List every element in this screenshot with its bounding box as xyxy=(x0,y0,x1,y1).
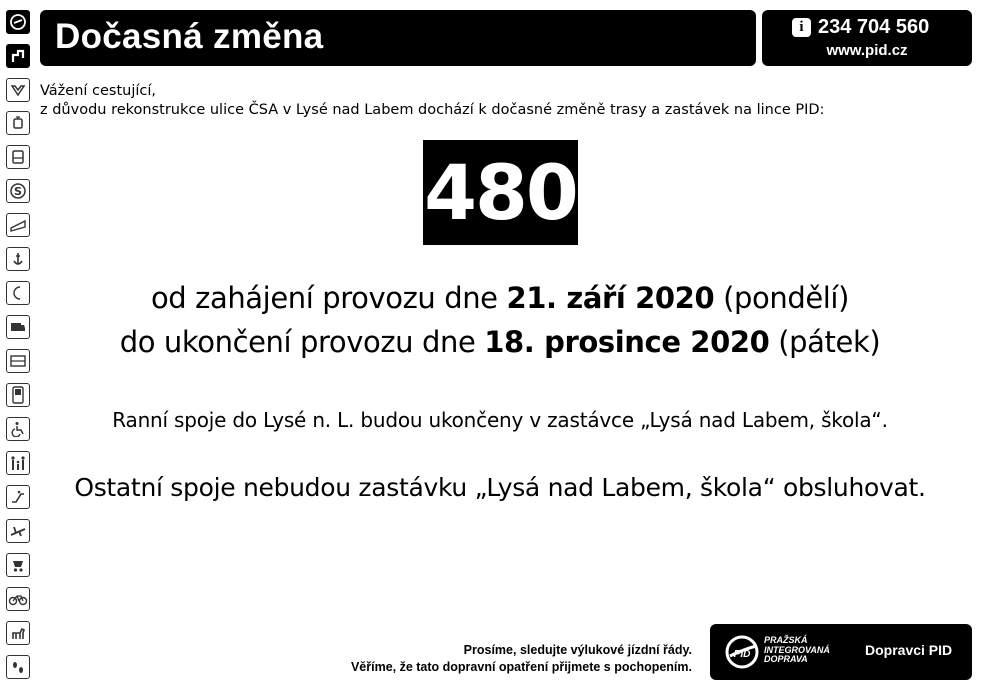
to-day: (pátek) xyxy=(778,325,881,359)
pid-footer-box xyxy=(710,624,972,680)
carrier-label: Dopravci PID xyxy=(865,642,953,658)
website-link[interactable]: www.pid.cz xyxy=(826,42,908,59)
funicular-icon xyxy=(6,213,30,237)
footer-line-1: Prosíme, sledujte výlukové jízdní řády. xyxy=(463,643,692,657)
brand-line-1: PRAŽSKÁ xyxy=(764,635,808,645)
phone-row xyxy=(792,16,929,39)
ferry-anchor-icon xyxy=(6,247,30,271)
bicycle-icon xyxy=(6,587,30,611)
greeting: Vážení cestující, xyxy=(40,83,157,99)
bus-icon xyxy=(6,145,30,169)
from-date: 21. září 2020 xyxy=(506,281,715,315)
airplane-icon xyxy=(6,519,30,543)
night-moon-icon xyxy=(6,281,30,305)
contact-box xyxy=(762,10,972,66)
morning-services-note: Ranní spoje do Lysé n. L. budou ukončeny v zastávce „Lysá nad Labem, škola“. xyxy=(112,408,888,432)
escalator-icon xyxy=(6,485,30,509)
info-icon: i xyxy=(792,18,811,37)
footer-message xyxy=(351,642,692,676)
metro-icon xyxy=(6,78,30,102)
ambulance-icon xyxy=(6,315,30,339)
phone-number: 234 704 560 xyxy=(818,16,930,38)
to-prefix: do ukončení provozu dne xyxy=(119,325,476,359)
other-services-note: Ostatní spoje nebudou zastávku „Lysá nad Labem, škola“ obsluhovat. xyxy=(74,473,926,502)
intro-text xyxy=(40,82,824,120)
intro-body: z důvodu rekonstrukce ulice ČSA v Lysé nad Labem dochází k dočasné změně trasy a zastávek na lince PID: xyxy=(40,102,825,118)
page-title: Dočasná změna xyxy=(55,17,324,56)
dog-icon xyxy=(6,621,30,645)
validity-period xyxy=(40,276,960,364)
to-date: 18. prosince 2020 xyxy=(484,325,770,359)
pid-logo-icon xyxy=(6,10,30,34)
svg-text:PID: PID xyxy=(733,649,751,660)
pid-brand-name xyxy=(764,636,830,665)
bus-stop-sign-icon xyxy=(6,44,30,68)
wheelchair-icon xyxy=(6,417,30,441)
stroller-icon xyxy=(6,553,30,577)
svg-text:S: S xyxy=(14,185,22,198)
brand-line-3: DOPRAVA xyxy=(764,654,808,664)
validity-from xyxy=(40,276,960,320)
brand-line-2: INTEGROVANÁ xyxy=(764,644,830,655)
train-s-icon xyxy=(6,179,30,203)
ticket-icon xyxy=(6,349,30,373)
phone-device-icon xyxy=(6,383,30,407)
from-day: (pondělí) xyxy=(723,281,850,315)
from-prefix: od zahájení provozu dne xyxy=(150,281,498,315)
validity-to xyxy=(40,320,960,364)
pid-brand-icon xyxy=(724,632,760,672)
line-number-badge: 480 xyxy=(423,140,578,245)
footer-line-2: Věříme, že tato dopravní opatření přijmete s pochopením. xyxy=(350,660,692,674)
title-banner xyxy=(40,10,756,66)
footprints-icon xyxy=(6,655,30,679)
tram-icon xyxy=(6,111,30,135)
family-icon xyxy=(6,451,30,475)
